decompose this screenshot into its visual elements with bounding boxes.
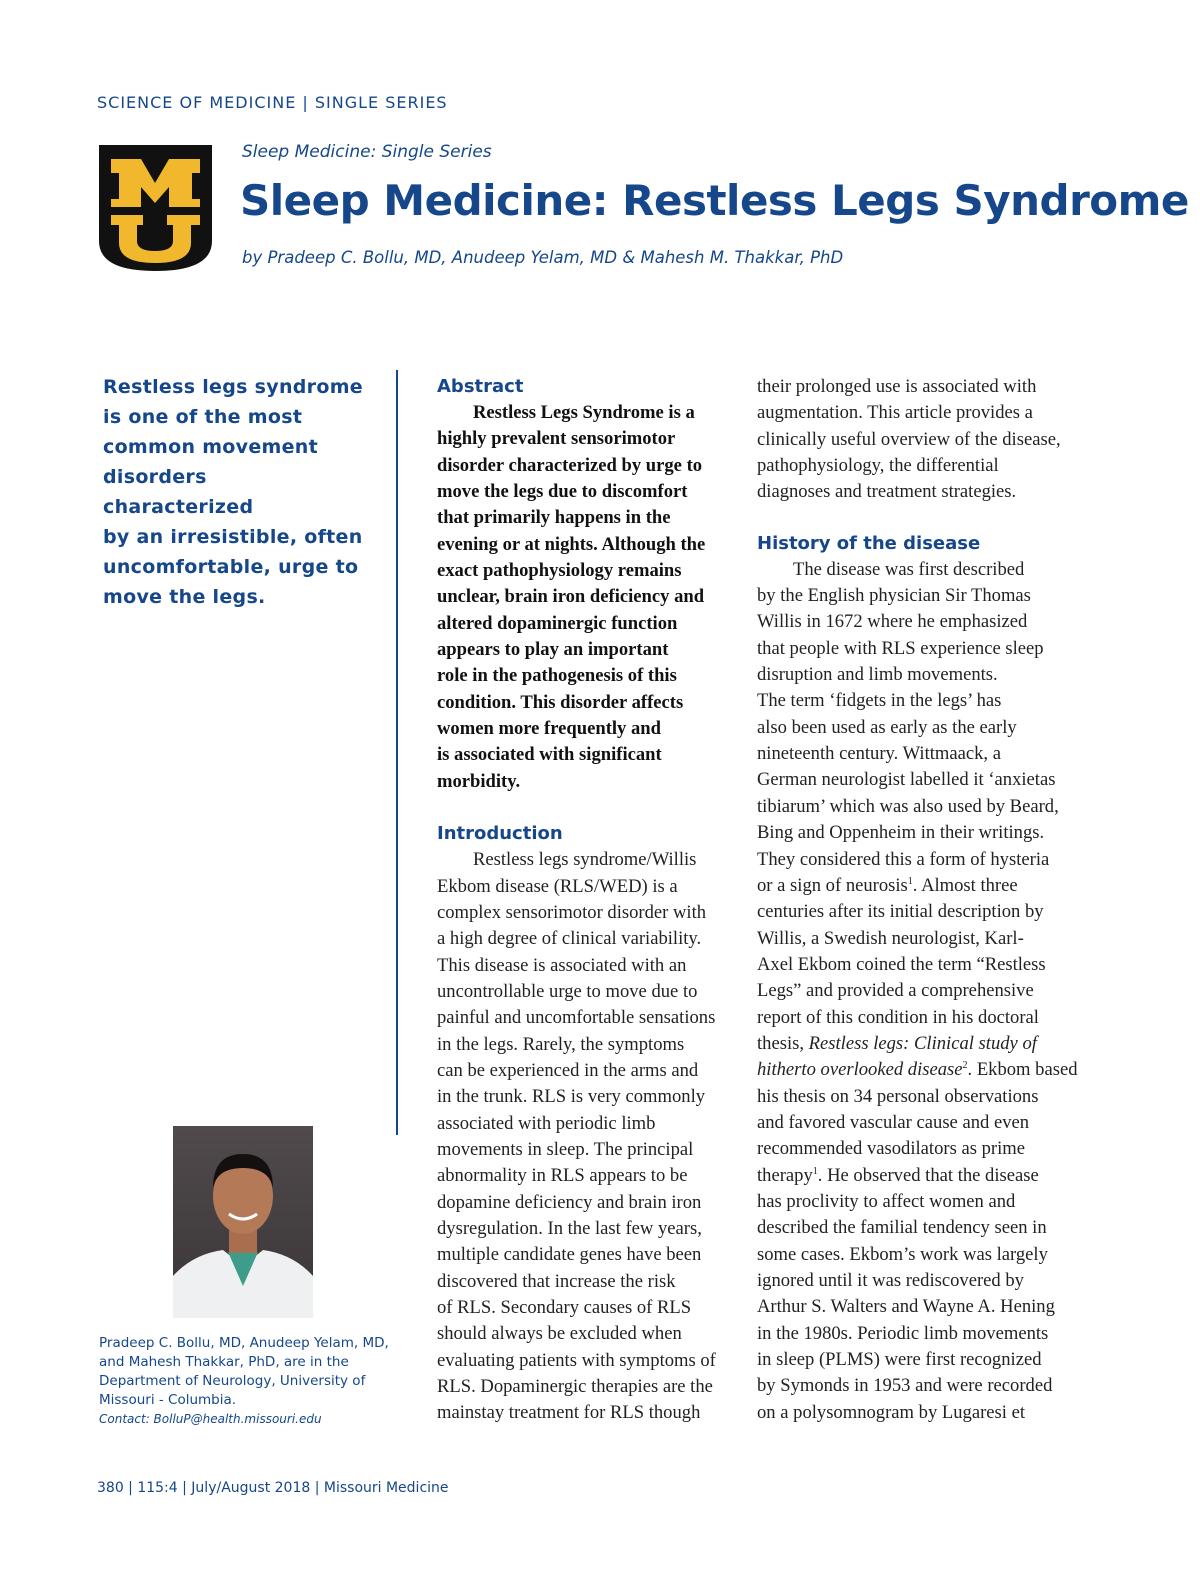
text-line: ignored until it was rediscovered by <box>757 1270 1024 1291</box>
text-line: by Symonds in 1953 and were recorded <box>757 1375 1053 1397</box>
text-line: uncomfortable, urge to <box>103 556 359 578</box>
section-kicker: SCIENCE OF MEDICINE | SINGLE SERIES <box>97 93 448 112</box>
text-line: multiple candidate genes have been <box>437 1244 702 1266</box>
introduction-text <box>437 847 747 1427</box>
text-line <box>757 1163 1067 1189</box>
text-line: This disease is associated with an <box>437 954 687 976</box>
abstract-continued-text <box>757 374 1067 506</box>
text-line: described the familial tendency seen in <box>757 1217 1047 1239</box>
text-line: Arthur S. Walters and Wayne A. Hening <box>757 1296 1055 1318</box>
text-line: move the legs. <box>103 586 266 608</box>
text-span: . Almost three <box>912 874 1018 896</box>
text-line: of RLS. Secondary causes of RLS <box>437 1297 692 1318</box>
text-line: highly prevalent sensorimotor <box>437 428 676 450</box>
text-line: is one of the most <box>103 406 303 428</box>
text-span: Restless legs: Clinical study of <box>808 1032 1037 1054</box>
text-span: or a sign of neurosis <box>757 874 908 896</box>
text-line: Restless Legs Syndrome is a <box>473 402 695 423</box>
introduction-heading: Introduction <box>437 823 563 845</box>
history-heading: History of the disease <box>757 532 981 554</box>
text-line: on a polysomnogram by Lugaresi et <box>757 1401 1026 1423</box>
text-line: They considered this a form of hysteria <box>757 848 1050 870</box>
column-middle <box>437 374 747 1427</box>
text-line: unclear, brain iron deficiency and <box>437 586 705 608</box>
text-line: has proclivity to affect women and <box>757 1190 1016 1212</box>
text-line: appears to play an important <box>437 639 669 661</box>
text-line: Bing and Oppenheim in their writings. <box>757 822 1045 844</box>
text-line: in the 1980s. Periodic limb movements <box>757 1322 1049 1344</box>
text-line: centuries after its initial description by <box>757 901 1044 923</box>
text-line: disorder characterized by urge to <box>437 454 703 476</box>
text-line: some cases. Ekbom’s work was largely <box>757 1243 1048 1265</box>
text-span: . Ekbom based <box>967 1059 1078 1081</box>
text-line: is associated with significant <box>437 744 662 766</box>
text-line: their prolonged use is associated with <box>757 376 1037 397</box>
text-line: disruption and limb movements. <box>757 664 998 686</box>
text-line: evaluating patients with symptoms of <box>437 1349 716 1371</box>
page-footer: 380 | 115:4 | July/August 2018 | Missouri Medicine <box>97 1480 449 1496</box>
text-line: in sleep (PLMS) were first recognized <box>757 1349 1042 1371</box>
text-line: complex sensorimotor disorder with <box>437 901 707 923</box>
text-line: RLS. Dopaminergic therapies are the <box>437 1376 713 1398</box>
text-line: his thesis on 34 personal observations <box>757 1085 1039 1107</box>
author-caption <box>99 1334 389 1429</box>
text-line: role in the pathogenesis of this <box>437 665 677 687</box>
text-line: can be experienced in the arms and <box>437 1059 699 1081</box>
text-line: move the legs due to discomfort <box>437 481 688 503</box>
text-line: Willis in 1672 where he emphasized <box>757 611 1028 633</box>
author-photo <box>173 1126 313 1318</box>
text-line: movements in sleep. The principal <box>437 1138 694 1160</box>
text-line: tibiarum’ which was also used by Beard, <box>757 795 1059 817</box>
text-span: hitherto overlooked disease <box>757 1059 963 1081</box>
byline: by Pradeep C. Bollu, MD, Anudeep Yelam, MD & Mahesh M. Thakkar, PhD <box>242 248 844 267</box>
text-line: disorders characterized <box>103 466 254 518</box>
mizzou-logo <box>97 143 214 273</box>
text-line: diagnoses and treatment strategies. <box>757 481 1017 503</box>
text-line: abnormality in RLS appears to be <box>437 1165 688 1187</box>
text-line: nineteenth century. Wittmaack, a <box>757 743 1001 765</box>
text-line: by an irresistible, often <box>103 526 363 548</box>
author-affiliation: Pradeep C. Bollu, MD, Anudeep Yelam, MD, and Mahesh Thakkar, PhD, are in the Department of Neurology, University of Missouri - Columbia. <box>99 1335 389 1408</box>
text-line: common movement <box>103 436 319 458</box>
contact-email[interactable]: Contact: BolluP@health.missouri.edu <box>99 1412 322 1426</box>
abstract-heading: Abstract <box>437 376 524 397</box>
text-line: painful and uncomfortable sensations <box>437 1007 716 1029</box>
text-line <box>757 1031 1067 1057</box>
citation-superscript: 1 <box>812 1165 818 1177</box>
text-line <box>757 873 1067 899</box>
text-line <box>757 1057 1078 1083</box>
text-line: a high degree of clinical variability. <box>437 928 702 950</box>
text-line: in the legs. Rarely, the symptoms <box>437 1033 685 1055</box>
text-span: therapy <box>757 1164 813 1186</box>
text-line: Restless legs syndrome/Willis <box>473 849 697 871</box>
text-line: dopamine deficiency and brain iron <box>437 1191 702 1213</box>
pull-quote <box>103 372 363 612</box>
text-span: thesis, <box>757 1032 809 1054</box>
text-line: The disease was first described <box>793 558 1025 580</box>
text-line: Willis, a Swedish neurologist, Karl- <box>757 927 1024 949</box>
column-divider <box>396 370 398 1135</box>
text-line: clinically useful overview of the disease, <box>757 428 1061 450</box>
text-line: Axel Ekbom coined the term “Restless <box>757 953 1046 975</box>
text-line: dysregulation. In the last few years, <box>437 1217 702 1239</box>
text-line: recommended vasodilators as prime <box>757 1138 1025 1160</box>
text-line: should always be excluded when <box>437 1323 682 1345</box>
abstract-text <box>437 400 747 795</box>
text-line: report of this condition in his doctoral <box>757 1006 1039 1028</box>
text-line: associated with periodic limb <box>437 1112 656 1134</box>
text-line: also been used as early as the early <box>757 716 1017 738</box>
text-line: discovered that increase the risk <box>437 1270 676 1292</box>
text-span: . He observed that the disease <box>817 1164 1039 1186</box>
text-line: mainstay treatment for RLS though <box>437 1402 701 1424</box>
column-right <box>757 374 1078 1426</box>
text-line: augmentation. This article provides a <box>757 402 1033 424</box>
text-line: in the trunk. RLS is very commonly <box>437 1086 706 1108</box>
text-line: altered dopaminergic function <box>437 612 678 634</box>
citation-superscript: 1 <box>907 875 913 887</box>
text-line: exact pathophysiology remains <box>437 560 682 582</box>
text-line: that people with RLS experience sleep <box>757 637 1044 659</box>
text-line: that primarily happens in the <box>437 507 671 529</box>
text-line: pathophysiology, the differential <box>757 455 999 477</box>
text-line: by the English physician Sir Thomas <box>757 585 1031 607</box>
text-line: condition. This disorder affects <box>437 691 684 713</box>
series-label: Sleep Medicine: Single Series <box>242 142 492 162</box>
text-line: Ekbom disease (RLS/WED) is a <box>437 875 678 897</box>
text-line: German neurologist labelled it ‘anxietas <box>757 769 1056 791</box>
text-line: Restless legs syndrome <box>103 376 363 398</box>
text-line: evening or at nights. Although the <box>437 533 706 555</box>
citation-superscript: 2 <box>962 1060 968 1072</box>
text-line: women more frequently and <box>437 718 661 740</box>
article-title: Sleep Medicine: Restless Legs Syndrome <box>240 176 1189 225</box>
text-line: uncontrollable urge to move due to <box>437 980 698 1002</box>
text-line: The term ‘fidgets in the legs’ has <box>757 690 1002 712</box>
text-line: and favored vascular cause and even <box>757 1111 1030 1133</box>
text-line: Legs” and provided a comprehensive <box>757 980 1034 1002</box>
history-text <box>757 557 1078 1426</box>
text-line: morbidity. <box>437 770 521 792</box>
